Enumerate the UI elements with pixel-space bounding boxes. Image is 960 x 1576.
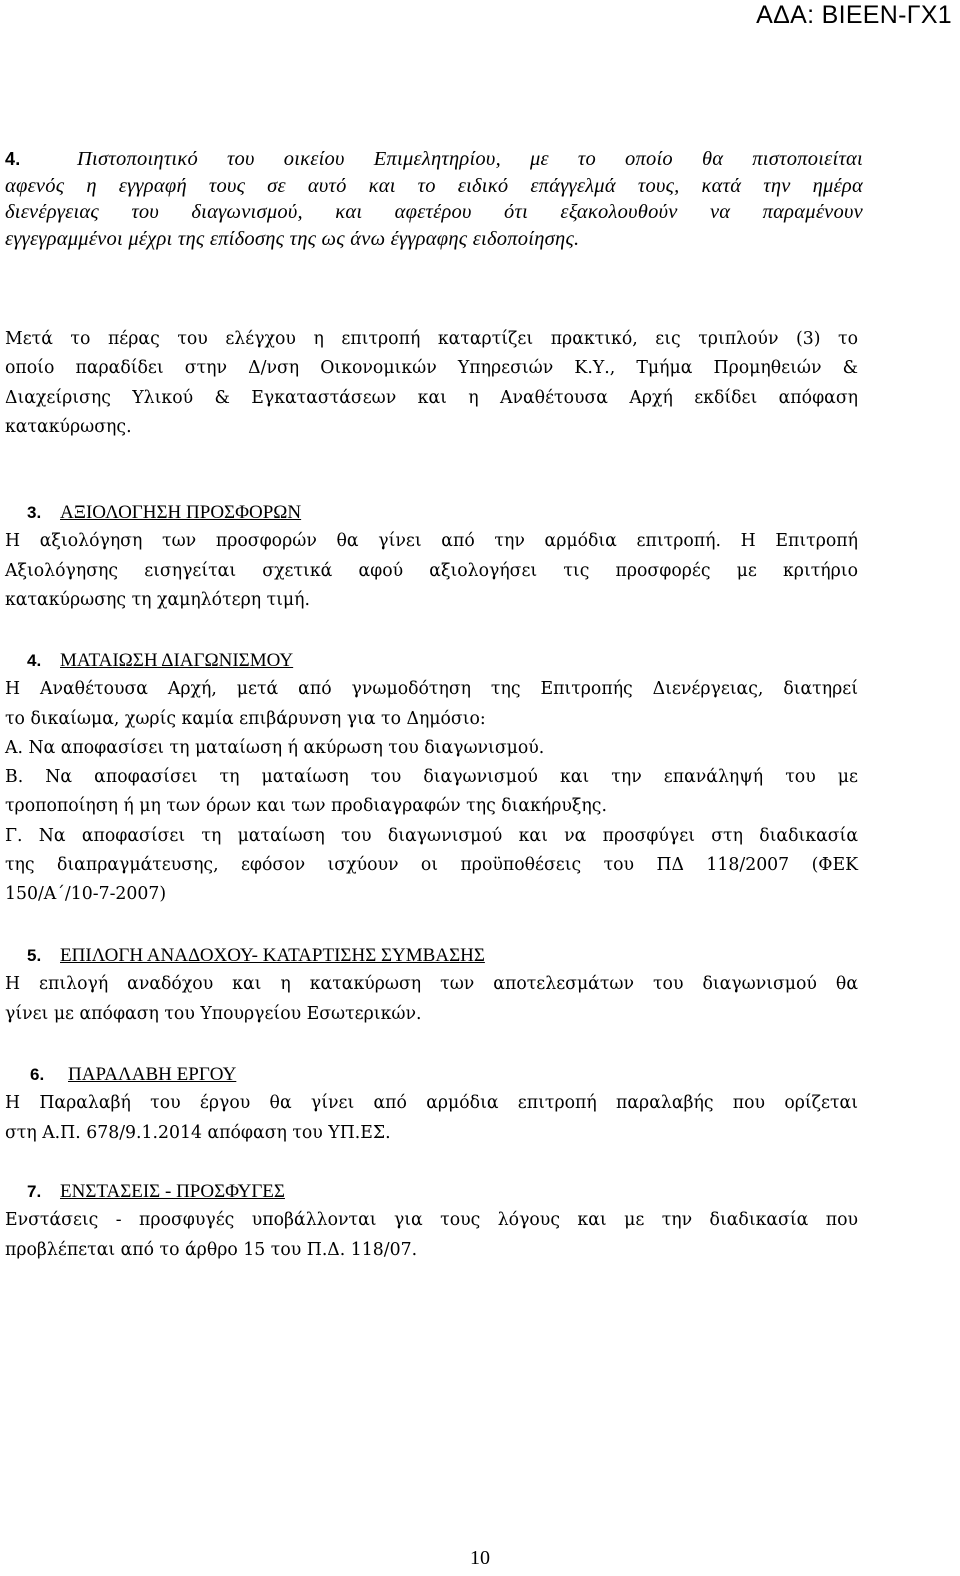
intro-line: 4. Πιστοποιητικό του οικείου Επιμελητηρίου, με το οποίο θα πιστοποιείται [5, 146, 863, 173]
section-heading: 3. ΑΞΙΟΛΟΓΗΣΗ ΠΡΟΣΦΟΡΩΝ [27, 502, 302, 523]
section-5: 5. ΕΠΙΛΟΓΗ ΑΝΑΔΟΧΟΥ- ΚΑΤΑΡΤΙΣΗΣ ΣΥΜΒΑΣΗΣ Η επιλογή αναδόχου και η κατακύρωση των αποτελεσμάτων του διαγωνισμού θα γίνει με απόφαση του Υπουργείου Εσωτερικών. [5, 941, 858, 1029]
intro-item [5, 146, 863, 252]
section-heading: 7. ΕΝΣΤΑΣΕΙΣ - ΠΡΟΣΦΥΓΕΣ [27, 1181, 285, 1202]
section-heading: 6. ΠΑΡΑΛΑΒΗ ΕΡΓΟΥ [30, 1064, 237, 1085]
ada-code: ΑΔΑ: ΒΙΕΕΝ-ΓΧ1 [756, 1, 952, 29]
intro-number: 4. [5, 149, 21, 169]
committee-paragraph: Μετά το πέρας του ελέγχου η επιτροπή καταρτίζει πρακτικό, εις τριπλούν (3) το οποίο παραδίδει στην Δ/νση Οικονομικών Υπηρεσιών Κ.Υ., Τμήμα Προμηθειών & Διαχείρισης Υλικού & Εγκαταστάσεων και η Αναθέτουσα Αρχή εκδίδει απόφαση κατακύρωσης. [5, 329, 858, 437]
intro-line: διενέργειας του διαγωνισμού, και αφετέρου ότι εξακολουθούν να παραμένουν [5, 201, 863, 223]
intro-line: εγγεγραμμένοι μέχρι της επίδοσης της ως άνω έγγραφης ειδοποίησης. [5, 227, 580, 250]
section-3: 3. ΑΞΙΟΛΟΓΗΣΗ ΠΡΟΣΦΟΡΩΝ Η αξιολόγηση των προσφορών θα γίνει από την αρμόδια επιτροπή. Η Επιτροπή Αξιολόγησης εισηγείται σχετικά αφού αξιολογήσει τις προσφορές με κριτήριο κατακύρωσης τη χαμηλότερη τιμή. [5, 498, 858, 615]
section-6: 6. ΠΑΡΑΛΑΒΗ ΕΡΓΟΥ Η Παραλαβή του έργου θα γίνει από αρμόδια επιτροπή παραλαβής που ορίζεται στη Α.Π. 678/9.1.2014 απόφαση του ΥΠ.ΕΣ. [5, 1060, 858, 1148]
section-heading: 4. ΜΑΤΑΙΩΣΗ ΔΙΑΓΩΝΙΣΜΟΥ [27, 650, 294, 671]
section-4: 4. ΜΑΤΑΙΩΣΗ ΔΙΑΓΩΝΙΣΜΟΥ Η Αναθέτουσα Αρχή, μετά από γνωμοδότηση της Επιτροπής Διενέργειας, διατηρεί το δικαίωμα, χωρίς καμία επιβάρυνση για το Δημόσιο: Α. Να αποφασίσει τη ματαίωση ή ακύρωση του διαγωνισμού. Β. Να αποφασίσει τη ματαίωση του διαγωνισμού και την επανάληψή του με τροποποίηση ή μη των όρων και των προδιαγραφών της διακήρυξης. Γ. Να αποφασίσει τη ματαίωση του διαγωνισμού και να προσφύγει στη διαδικασία της διαπραγμάτευσης, εφόσον ισχύουν οι προϋποθέσεις του ΠΔ 118/2007 (ΦΕΚ 150/Α΄/10-7-2007) [5, 646, 858, 910]
section-7: 7. ΕΝΣΤΑΣΕΙΣ - ΠΡΟΣΦΥΓΕΣ Ενστάσεις - προσφυγές υποβάλλονται για τους λόγους και με την διαδικασία που προβλέπεται από το άρθρο 15 του Π.Δ. 118/07. [5, 1177, 858, 1265]
section-heading: 5. ΕΠΙΛΟΓΗ ΑΝΑΔΟΧΟΥ- ΚΑΤΑΡΤΙΣΗΣ ΣΥΜΒΑΣΗΣ [27, 945, 485, 966]
intro-line: αφενός η εγγραφή τους σε αυτό και το ειδικό επάγγελμά τους, κατά την ημέρα [5, 174, 863, 197]
page-number: 10 [470, 1547, 490, 1569]
